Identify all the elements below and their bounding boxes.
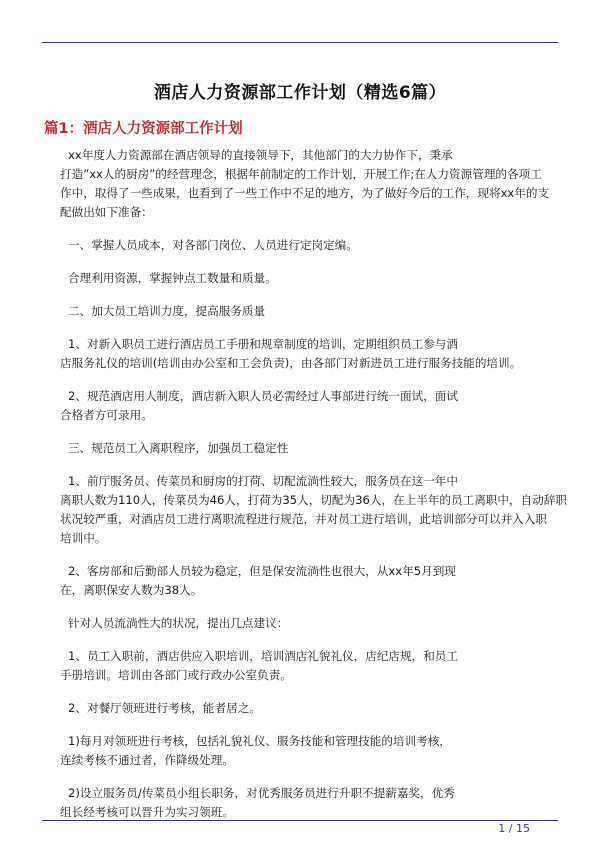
paragraph <box>60 302 546 321</box>
paragraph-line: 在，离职保安人数为38人。 <box>60 583 203 597</box>
paragraph-line: 作中，取得了一些成果，也看到了一些工作中不足的地方，为了做好今后的工作，现将xx年的支 <box>60 186 550 200</box>
paragraph-line: 组长经考核可以晋升为实习领班。 <box>60 805 234 819</box>
paragraph-line: 针对人员流淌性大的状况，提出几点建议： <box>68 616 289 630</box>
paragraph-line: 打造”xx人的厨房”的经营理念，根据年前制定的工作计划，开展工作;在人力资源管理的各项工 <box>60 167 542 181</box>
section-subtitle: 篇1：酒店人力资源部工作计划 <box>44 121 243 137</box>
paragraph-line: 店服务礼仪的培训(培训由办公室和工会负责)，由各部门对新进员工进行服务技能的培训。 <box>60 356 522 370</box>
paragraph <box>60 647 546 685</box>
paragraph <box>60 269 546 288</box>
paragraph-line: 合格者方可录用。 <box>60 408 153 422</box>
paragraph-line: 2、客房部和后勤部人员较为稳定，但是保安流淌性也很大，从xx年5月到现 <box>68 564 456 578</box>
paragraph <box>60 784 546 822</box>
page-indicator: 1 / 15 <box>498 822 530 835</box>
paragraph-line: 培训中。 <box>60 531 107 545</box>
paragraph-line: 一、掌握人员成本，对各部门岗位、人员进行定岗定编。 <box>68 238 358 252</box>
paragraph-line: 连续考核不通过者，作降级处理。 <box>60 753 234 767</box>
paragraph-line: 1、员工入职前，酒店供应入职培训，培训酒店礼貌礼仪，店纪店规，和员工 <box>68 649 458 663</box>
paragraph-line: 2)设立服务员/传菜员小组长职务，对优秀服务员进行升职不提薪嘉奖，优秀 <box>68 786 455 800</box>
document-body <box>60 146 567 836</box>
paragraph <box>60 699 546 718</box>
paragraph <box>60 472 567 548</box>
paragraph-line: 离职人数为110人，传菜员为46人，打荷为35人，切配为36人，在上半年的员工离职中，自动辞职 <box>60 493 567 507</box>
paragraph <box>60 614 546 633</box>
paragraph <box>60 439 546 458</box>
paragraph-line: 1、对新入职员工进行酒店员工手册和规章制度的培训，定期组织员工参与酒 <box>68 337 458 351</box>
paragraph <box>60 236 546 255</box>
paragraph <box>60 146 550 222</box>
header-rule <box>42 42 558 43</box>
paragraph-line: xx年度人力资源部在酒店领导的直接领导下，其他部门的大力协作下，秉承 <box>68 148 453 162</box>
paragraph <box>60 732 546 770</box>
paragraph-line: 1、前厅服务员、传菜员和厨房的打荷、切配流淌性较大，服务员在这一年中 <box>68 474 458 488</box>
paragraph-line: 状况较严重，对酒店员工进行离职流程进行规范，并对员工进行培训，此培训部分可以并入入职 <box>60 512 547 526</box>
paragraph-line: 三、规范员工入离职程序，加强员工稳定性 <box>68 441 289 455</box>
paragraph-line: 2、对餐厅领班进行考核，能者居之。 <box>68 701 261 715</box>
paragraph-line: 配做出如下准备： <box>60 205 153 219</box>
paragraph-line: 1)每月对领班进行考核，包括礼貌礼仪、服务技能和管理技能的培训考核， <box>68 734 451 748</box>
paragraph <box>60 562 546 600</box>
paragraph-line: 合理利用资源，掌握钟点工数量和质量。 <box>68 271 277 285</box>
document-title: 酒店人力资源部工作计划（精选6篇） <box>153 83 447 103</box>
paragraph-line: 二、加大员工培训力度，提高服务质量 <box>68 304 266 318</box>
paragraph-line: 手册培训。培训由各部门或行政办公室负责。 <box>60 668 292 682</box>
footer-rule <box>42 820 558 821</box>
paragraph <box>60 387 546 425</box>
paragraph <box>60 335 546 373</box>
paragraph-line: 2、规范酒店用人制度，酒店新入职人员必需经过人事部进行统一面试，面试 <box>68 389 458 403</box>
